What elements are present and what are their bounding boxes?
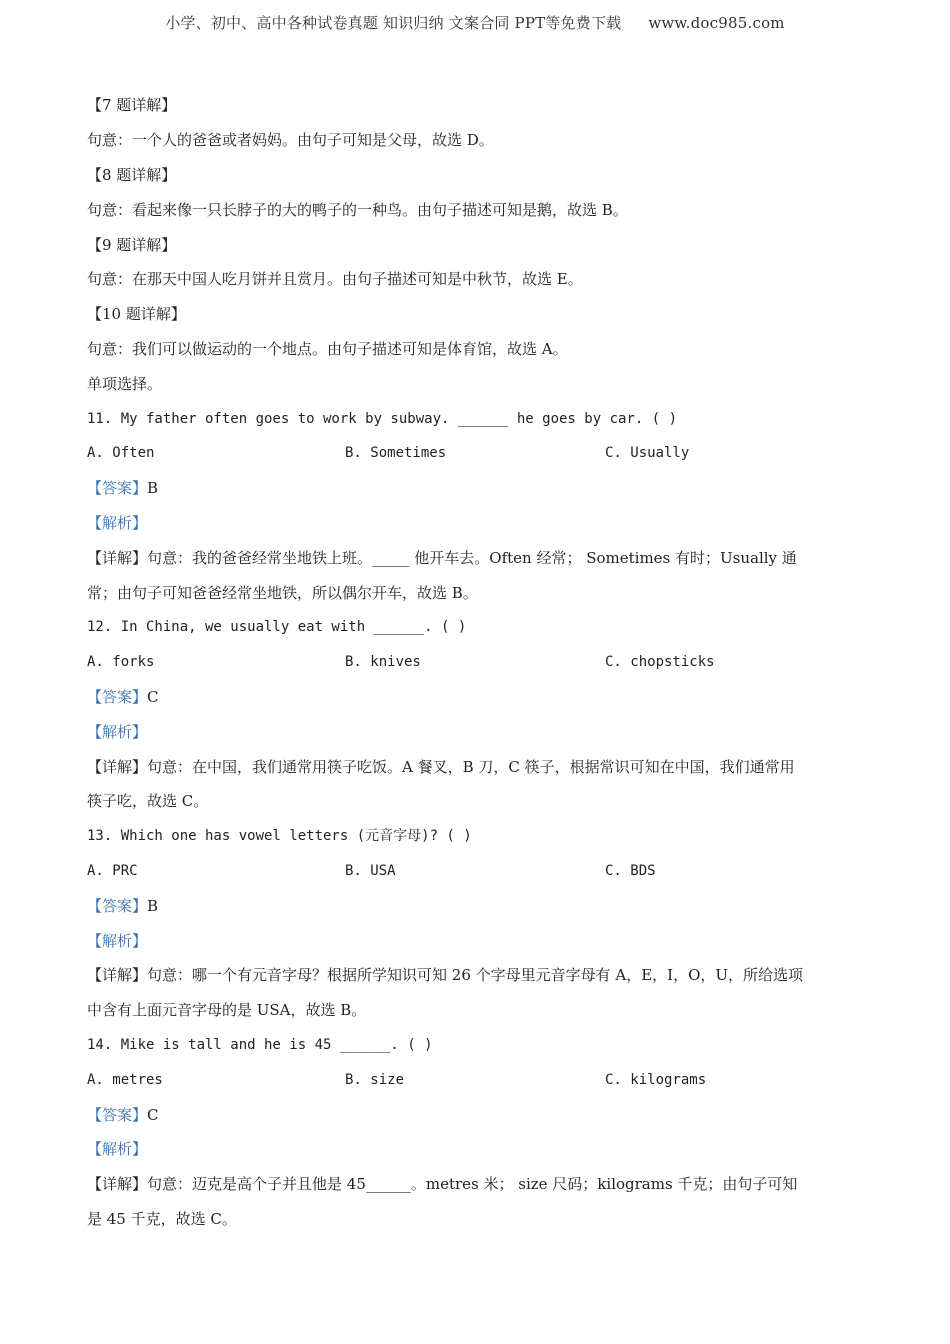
answer-label: 【答案】 [87, 479, 148, 498]
option-a: A. metres [87, 1071, 163, 1088]
answer-value: B [147, 896, 159, 915]
header-site: www.doc985.com [648, 14, 785, 32]
answer-line [87, 471, 867, 506]
options-row [87, 645, 867, 680]
text-line: 单项选择。 [87, 374, 163, 393]
answer-line [87, 888, 867, 923]
text-line: 【10 题详解】 [87, 305, 186, 324]
answer-value: B [147, 479, 159, 498]
question-line: 14. Mike is tall and he is 45 ______. ( ) [87, 1036, 433, 1053]
answer-label: 【答案】 [87, 687, 148, 706]
text-line: 【7 题详解】 [87, 96, 177, 115]
text-line: 【详解】句意：我的爸爸经常坐地铁上班。_____ 他开车去。Often 经常； Sometimes 有时；Usually 通 [87, 548, 797, 567]
answer-line [87, 714, 867, 749]
document-body [87, 88, 867, 1236]
option-c: C. kilograms [605, 1071, 707, 1088]
text-line: 【8 题详解】 [87, 165, 177, 184]
answer-value: C [147, 1105, 159, 1124]
options-row [87, 1062, 867, 1097]
answer-label: 【答案】 [87, 896, 148, 915]
text-line: 是 45 千克，故选 C。 [87, 1209, 237, 1228]
page-header [0, 12, 950, 33]
question-line: 13. Which one has vowel letters (元音字母)? ( ) [87, 828, 472, 845]
answer-line [87, 923, 867, 958]
answer-line [87, 1132, 867, 1167]
text-line: 句意：我们可以做运动的一个地点。由句子描述可知是体育馆，故选 A。 [87, 339, 568, 358]
answer-line [87, 1097, 867, 1132]
answer-label: 【解析】 [87, 931, 148, 950]
options-row [87, 854, 867, 889]
option-b: B. USA [345, 862, 396, 879]
option-c: C. chopsticks [605, 654, 715, 671]
option-a: A. forks [87, 654, 155, 671]
text-line: 句意：一个人的爸爸或者妈妈。由句子可知是父母，故选 D。 [87, 131, 494, 150]
text-line: 句意：在那天中国人吃月饼并且赏月。由句子描述可知是中秋节，故选 E。 [87, 270, 583, 289]
option-a: A. PRC [87, 862, 138, 879]
text-line: 句意：看起来像一只长脖子的大的鸭子的一种鸟。由句子描述可知是鹅，故选 B。 [87, 200, 628, 219]
option-a: A. Often [87, 445, 155, 462]
text-line: 【详解】句意：在中国，我们通常用筷子吃饭。A 餐叉，B 刀，C 筷子，根据常识可知在中国，我们通常用 [87, 757, 795, 776]
answer-line [87, 506, 867, 541]
question-line: 12. In China, we usually eat with ______. ( ) [87, 619, 467, 636]
text-line: 中含有上面元音字母的是 USA，故选 B。 [87, 1001, 367, 1020]
option-b: B. knives [345, 654, 421, 671]
answer-value: C [147, 687, 159, 706]
text-line: 【详解】句意：哪一个有元音字母？根据所学知识可知 26 个字母里元音字母有 A，E，I，O，U，所给选项 [87, 966, 804, 985]
answer-label: 【解析】 [87, 1140, 148, 1159]
option-c: C. Usually [605, 445, 690, 462]
option-b: B. size [345, 1071, 405, 1088]
answer-label: 【解析】 [87, 722, 148, 741]
header-text: 小学、初中、高中各种试卷真题 知识归纳 文案合同 PPT等免费下载 [165, 14, 622, 32]
option-b: B. Sometimes [345, 445, 447, 462]
answer-label: 【解析】 [87, 513, 148, 532]
text-line: 【9 题详解】 [87, 235, 177, 254]
options-row [87, 436, 867, 471]
option-c: C. BDS [605, 862, 656, 879]
text-line: 筷子吃，故选 C。 [87, 792, 209, 811]
answer-line [87, 680, 867, 715]
text-line: 常；由句子可知爸爸经常坐地铁，所以偶尔开车，故选 B。 [87, 583, 478, 602]
answer-label: 【答案】 [87, 1105, 148, 1124]
question-line: 11. My father often goes to work by subway. ______ he goes by car. ( ) [87, 410, 678, 427]
text-line: 【详解】句意：迈克是高个子并且他是 45______。metres 米； size 尺码；kilograms 千克；由句子可知 [87, 1175, 798, 1194]
